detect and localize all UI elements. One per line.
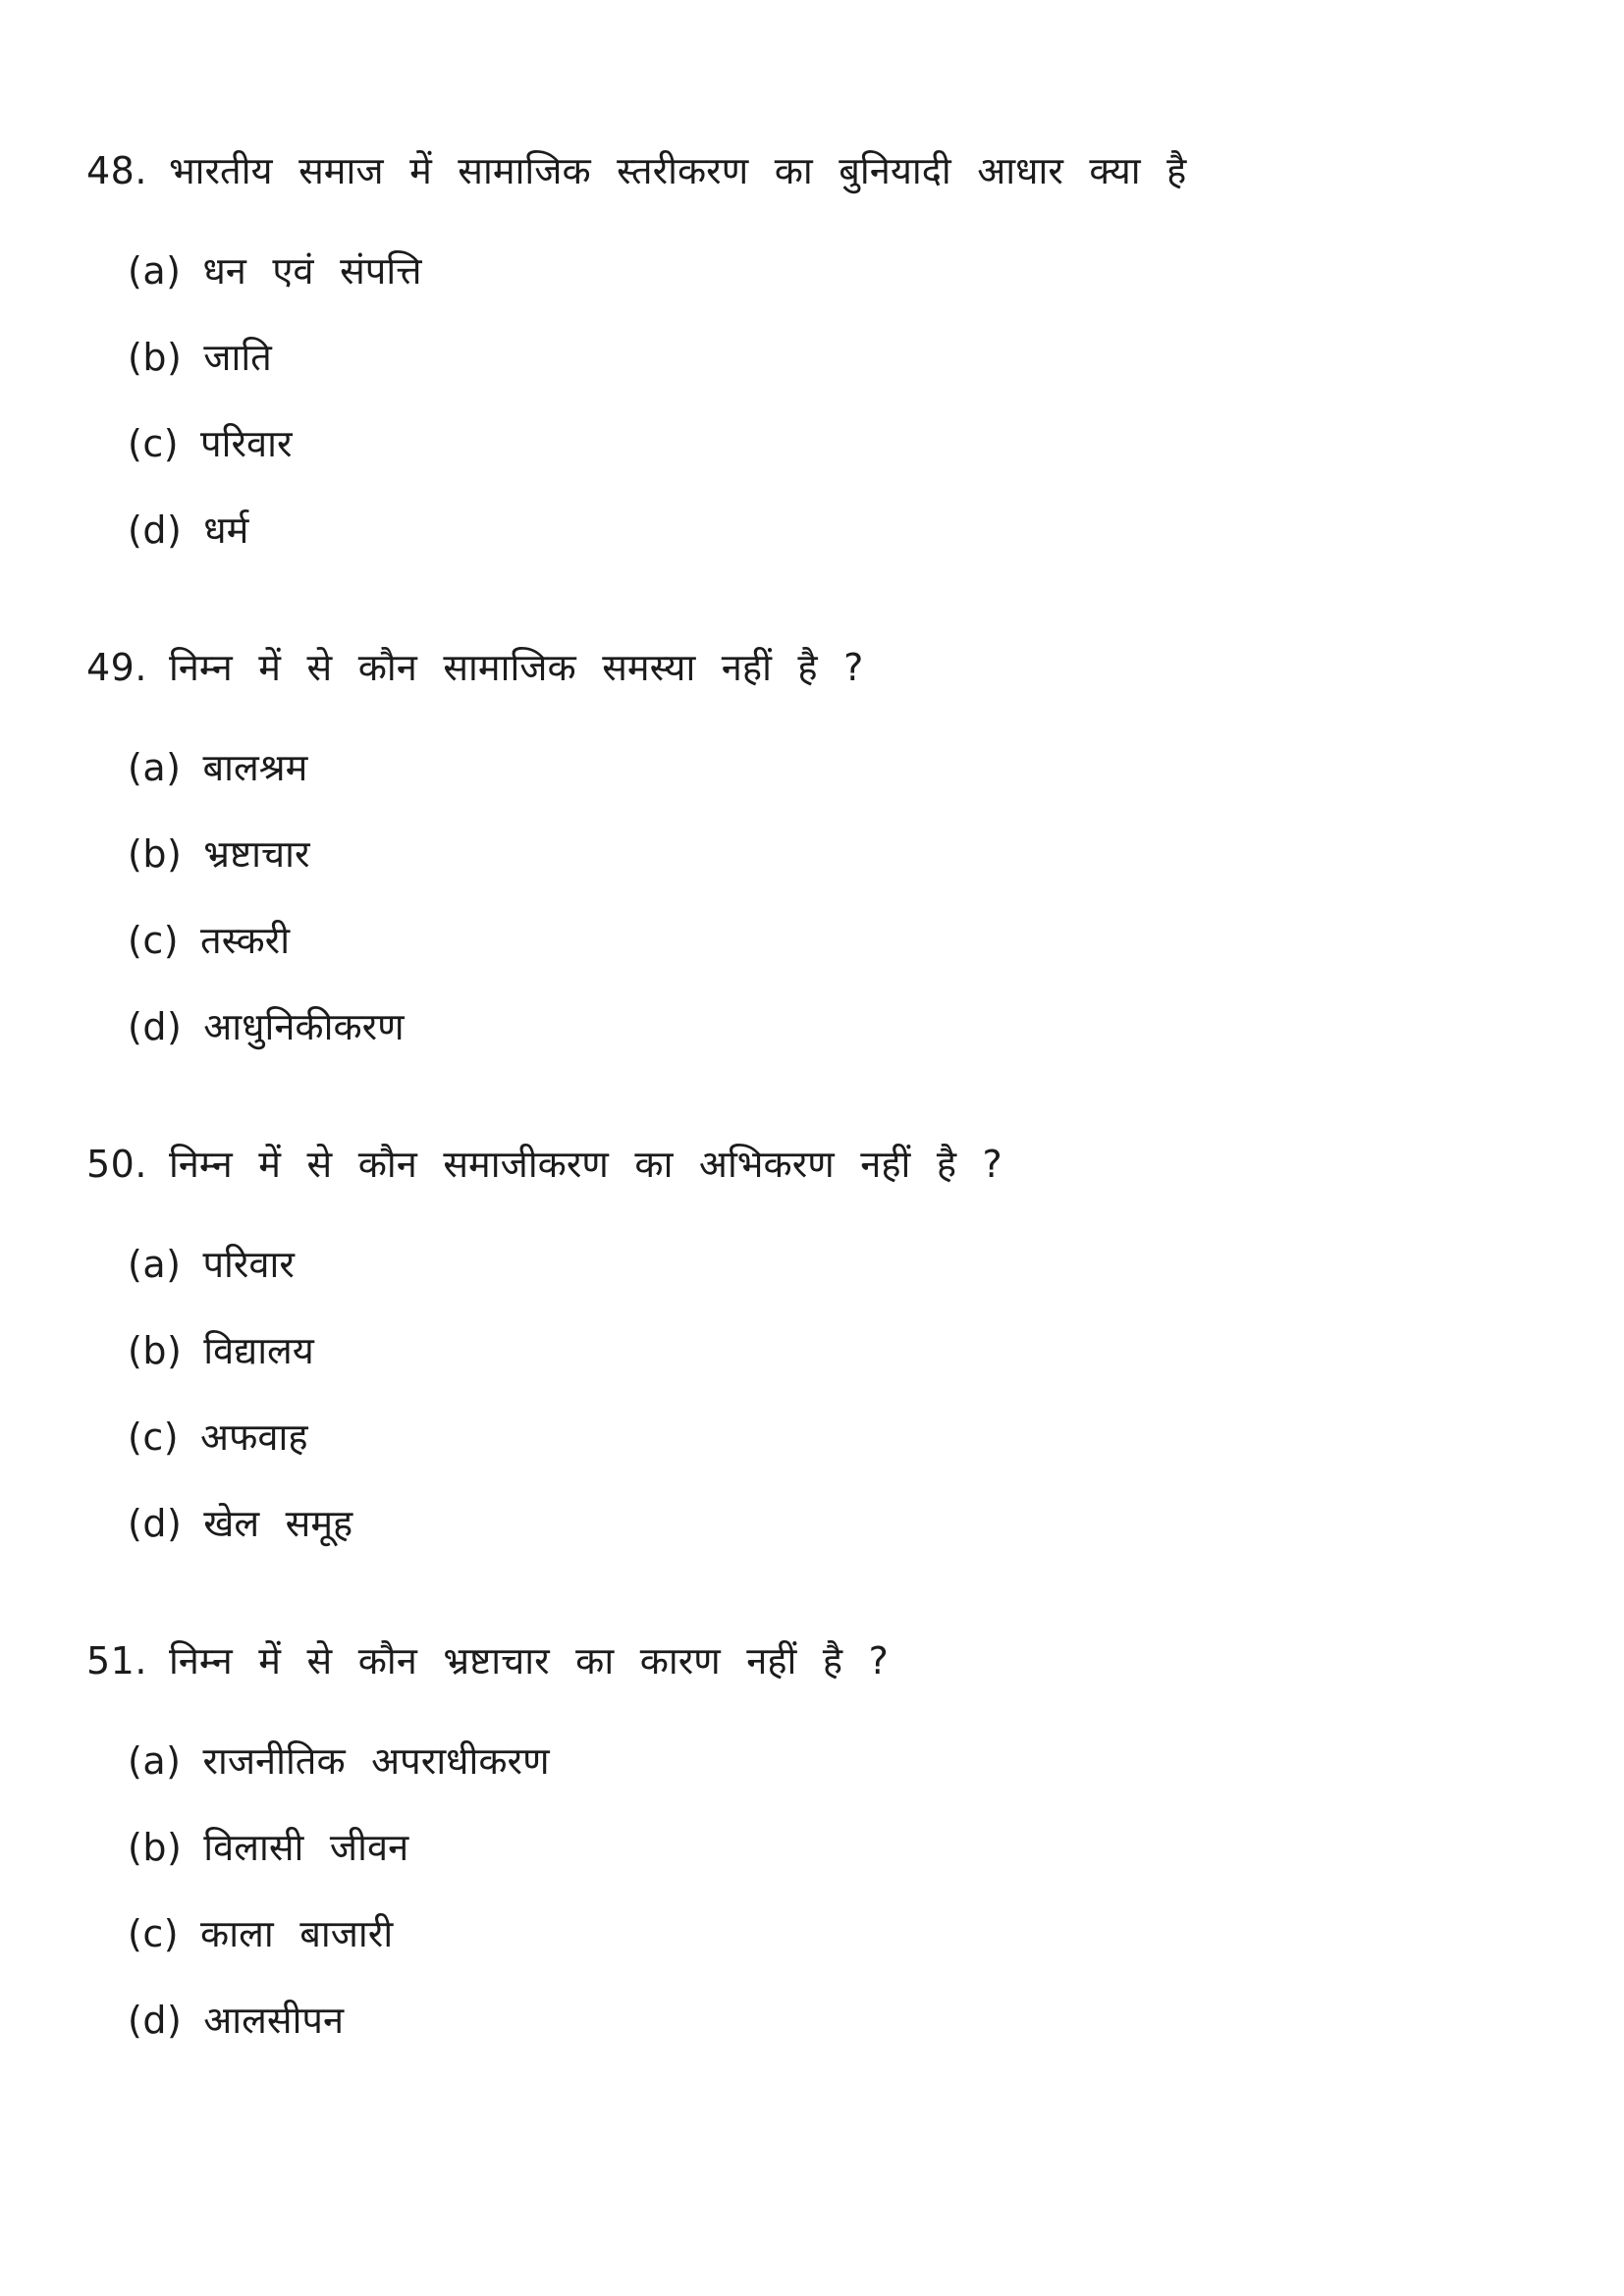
- question-text: भारतीय समाज में सामाजिक स्तरीकरण का बुनियादी आधार क्या है: [168, 149, 1187, 192]
- question-block: [86, 145, 1565, 556]
- option-label: (b): [128, 832, 183, 876]
- option-row: [128, 1325, 1565, 1376]
- option-label: (b): [128, 1329, 183, 1372]
- option-row: [128, 742, 1565, 793]
- option-text: आधुनिकीकरण: [203, 1005, 405, 1048]
- option-text: परिवार: [200, 422, 293, 465]
- option-label: (a): [128, 1243, 182, 1286]
- option-label: (b): [128, 1826, 183, 1869]
- question-line: [86, 1139, 1565, 1190]
- option-row: [128, 418, 1565, 469]
- option-text: परिवार: [202, 1243, 295, 1286]
- option-row: [128, 1001, 1565, 1052]
- option-text: विलासी जीवन: [203, 1826, 409, 1869]
- question-line: [86, 145, 1565, 196]
- question-line: [86, 642, 1565, 693]
- option-label: (a): [128, 746, 182, 789]
- option-label: (a): [128, 249, 182, 293]
- option-row: [128, 915, 1565, 966]
- option-row: [128, 1822, 1565, 1873]
- question-text: निम्न में से कौन समाजीकरण का अभिकरण नहीं है ?: [168, 1143, 1002, 1186]
- option-label: (d): [128, 1502, 183, 1545]
- question-text: निम्न में से कौन सामाजिक समस्या नहीं है ?: [168, 646, 864, 689]
- option-label: (c): [128, 422, 180, 465]
- question-block: [86, 1635, 1565, 2046]
- option-label: (c): [128, 919, 180, 962]
- option-text: भ्रष्टाचार: [203, 832, 310, 876]
- option-text: तस्करी: [200, 919, 291, 962]
- question-line: [86, 1635, 1565, 1686]
- option-text: धन एवं संपत्ति: [202, 249, 422, 293]
- option-text: आलसीपन: [203, 1999, 345, 2042]
- option-label: (b): [128, 336, 183, 379]
- option-row: [128, 1995, 1565, 2046]
- option-label: (a): [128, 1739, 182, 1783]
- option-text: काला बाजारी: [200, 1912, 394, 1955]
- question-number: 49.: [86, 646, 147, 689]
- option-row: [128, 1412, 1565, 1463]
- option-row: [128, 332, 1565, 383]
- option-label: (d): [128, 1999, 183, 2042]
- question-text: निम्न में से कौन भ्रष्टाचार का कारण नहीं है ?: [168, 1639, 889, 1682]
- option-label: (d): [128, 508, 183, 552]
- option-text: विद्यालय: [203, 1329, 314, 1372]
- option-row: [128, 828, 1565, 880]
- question-number: 51.: [86, 1639, 147, 1682]
- option-label: (d): [128, 1005, 183, 1048]
- option-row: [128, 1735, 1565, 1787]
- question-block: [86, 1139, 1565, 1549]
- question-block: [86, 642, 1565, 1052]
- option-label: (c): [128, 1912, 180, 1955]
- option-text: धर्म: [203, 508, 249, 552]
- option-text: बालश्रम: [202, 746, 308, 789]
- option-row: [128, 245, 1565, 296]
- question-number: 50.: [86, 1143, 147, 1186]
- option-row: [128, 1239, 1565, 1290]
- option-row: [128, 505, 1565, 556]
- option-row: [128, 1498, 1565, 1549]
- option-text: राजनीतिक अपराधीकरण: [202, 1739, 550, 1783]
- option-row: [128, 1908, 1565, 1959]
- option-text: जाति: [203, 336, 272, 379]
- question-number: 48.: [86, 149, 147, 192]
- option-text: खेल समूह: [203, 1502, 353, 1545]
- option-text: अफवाह: [200, 1415, 308, 1459]
- option-label: (c): [128, 1415, 180, 1459]
